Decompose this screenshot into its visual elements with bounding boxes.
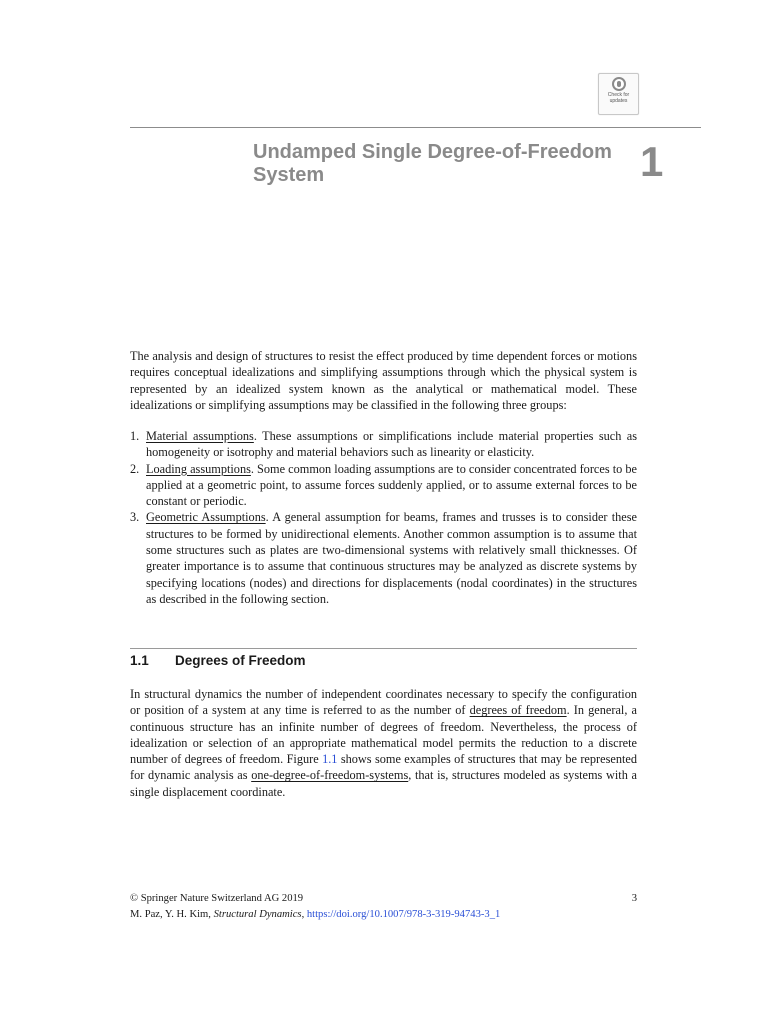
section-number: 1.1: [130, 653, 149, 668]
list-item: [130, 428, 637, 461]
separator: ,: [301, 909, 307, 920]
assumptions-list: [130, 428, 637, 607]
list-item-term: Geometric Assumptions: [146, 510, 266, 525]
chapter-top-rule: [130, 127, 701, 128]
list-item-text: . A general assumption for beams, frames and trusses is to consider these structures to be formed by unidirectional elements. Another common assumption is to assume that some structures such as plates are two-dimensional systems with relatively small thicknesses. Of greater importance is to assume that continuous structures may be analyzed as discrete systems by specifying locations (nodes) and directions for displacements (nodal coordinates) in the structures as described in the following section.: [146, 510, 637, 606]
list-item-number: 2.: [130, 461, 140, 476]
list-item: [130, 461, 637, 510]
section-text: , that is, structures modeled as systems with a single displacement coordinate.: [130, 768, 637, 799]
term-one-dof-systems: one-degree-of-freedom-systems: [251, 768, 409, 783]
crossmark-icon: [612, 77, 626, 91]
doi-link[interactable]: https://doi.org/10.1007/978-3-319-94743-3_1: [306, 909, 501, 920]
figure-reference-link[interactable]: 1.1: [322, 752, 338, 767]
term-degrees-of-freedom: degrees of freedom: [469, 703, 567, 718]
copyright-line: [130, 891, 637, 907]
chapter-title: Undamped Single Degree-of-Freedom System: [253, 141, 612, 186]
copyright-text: © Springer Nature Switzerland AG 2019: [130, 893, 304, 904]
list-item-text: . These assumptions or simplifications include material properties such as homogeneity or isotrophy and material behaviors such as linearity or elasticity.: [146, 429, 637, 460]
list-item-number: 1.: [130, 429, 140, 443]
section-title: Degrees of Freedom: [175, 653, 306, 668]
section-text: shows some examples of structures that may be represented for dynamic analysis as: [130, 752, 637, 783]
list-item-text: . Some common loading assumptions are to consider concentrated forces to be applied at a geometric point, to assume forces suddenly applied, or to assume external forces to be constant or periodic.: [146, 461, 637, 509]
section-text: . In general, a continuous structure has an infinite number of degrees of freedom. Nevertheless, the process of idealization or selection of an appropriate mathematical model permits the reduction to a discrete number of degrees of freedom. Figure: [130, 703, 637, 767]
list-item-term: Loading assumptions: [146, 461, 251, 476]
list-item: [130, 509, 637, 607]
page-footer: [130, 891, 637, 923]
badge-label: Check for updates: [607, 92, 630, 104]
citation-line: [130, 907, 637, 923]
section-text: In structural dynamics the number of independent coordinates necessary to specify the configuration or position of a system at any time is referred to as the number of: [130, 687, 637, 718]
authors: M. Paz, Y. H. Kim,: [130, 909, 214, 920]
page-number: 3: [631, 893, 637, 904]
book-title: Structural Dynamics: [213, 909, 302, 920]
section-rule: [130, 648, 637, 649]
list-item-term: Material assumptions: [146, 429, 254, 443]
intro-paragraph: The analysis and design of structures to resist the effect produced by time dependent forces or motions requires conceptual idealizations and simplifying assumptions through which the physical system is represented by an idealized system known as the analytical or mathematical model. These idealizations or simplifying assumptions may be classified in the following three groups:: [130, 349, 637, 412]
list-item-number: 3.: [130, 510, 140, 525]
check-for-updates-badge[interactable]: [598, 73, 639, 115]
chapter-number: 1: [640, 138, 664, 185]
section-paragraph: [130, 686, 637, 800]
